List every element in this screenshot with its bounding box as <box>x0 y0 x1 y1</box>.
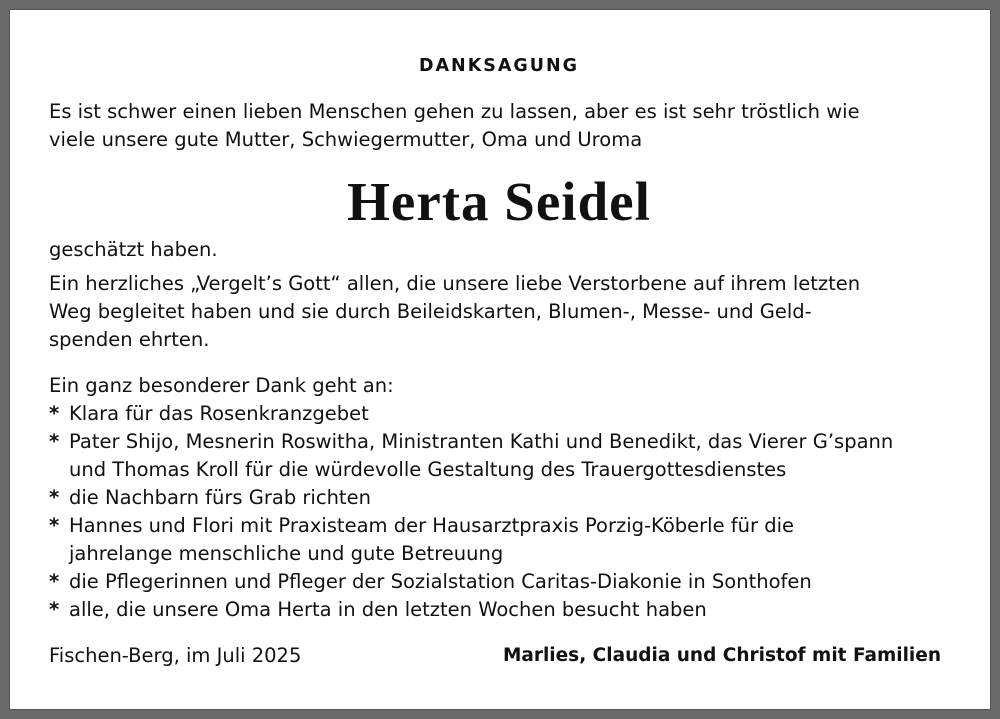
asterisk-bullet: * <box>49 486 60 509</box>
list-item-line: Pater Shijo, Mesnerin Roswitha, Ministranten Kathi und Benedikt, das Vierer G’spann <box>69 430 894 453</box>
list-item <box>49 400 949 428</box>
asterisk-bullet: * <box>49 598 60 621</box>
asterisk-bullet: * <box>49 430 60 453</box>
list-item-line: die Pflegerinnen und Pfleger der Sozialstation Caritas-Diakonie in Sonthofen <box>69 570 812 593</box>
asterisk-bullet: * <box>49 402 60 425</box>
intro-line: viele unsere gute Mutter, Schwiegermutter, Oma und Uroma <box>49 128 643 151</box>
list-item-line: und Thomas Kroll für die würdevolle Gestaltung des Trauergottesdienstes <box>69 458 787 481</box>
special-thanks-list <box>49 400 949 624</box>
list-item-line: alle, die unsere Oma Herta in den letzten Wochen besucht haben <box>69 598 707 621</box>
list-item-line: Hannes und Flori mit Praxisteam der Hausarztpraxis Porzig-Köberle für die <box>69 514 795 537</box>
thanks-line: Weg begleitet haben und sie durch Beileidskarten, Blumen-, Messe- und Geld- <box>49 300 812 323</box>
list-item-line: Klara für das Rosenkranzgebet <box>69 402 369 425</box>
list-item-line: die Nachbarn fürs Grab richten <box>69 486 371 509</box>
notice-heading: DANKSAGUNG <box>418 56 579 76</box>
intro-paragraph <box>49 98 949 154</box>
thanks-paragraph <box>49 270 939 354</box>
asterisk-bullet: * <box>49 570 60 593</box>
thanks-line: spenden ehrten. <box>49 328 210 351</box>
after-name-text: geschätzt haben. <box>49 238 218 261</box>
intro-line: Es ist schwer einen lieben Menschen gehen zu lassen, aber es ist sehr tröstlich wie <box>49 100 860 123</box>
special-thanks-title: Ein ganz besonderer Dank geht an: <box>49 374 394 397</box>
list-item <box>49 512 949 568</box>
deceased-name: Herta Seidel <box>347 171 651 232</box>
list-item <box>49 568 949 596</box>
list-item <box>49 484 949 512</box>
place-and-date: Fischen-Berg, im Juli 2025 <box>49 644 302 667</box>
signature: Marlies, Claudia und Christof mit Familien <box>502 645 941 666</box>
list-item-line: jahrelange menschliche und gute Betreuung <box>69 542 504 565</box>
list-item <box>49 596 949 624</box>
thanks-line: Ein herzliches „Vergelt’s Gott“ allen, die unsere liebe Verstorbene auf ihrem letzten <box>49 272 861 295</box>
notice-content <box>49 0 949 719</box>
asterisk-bullet: * <box>49 514 60 537</box>
list-item <box>49 428 949 484</box>
